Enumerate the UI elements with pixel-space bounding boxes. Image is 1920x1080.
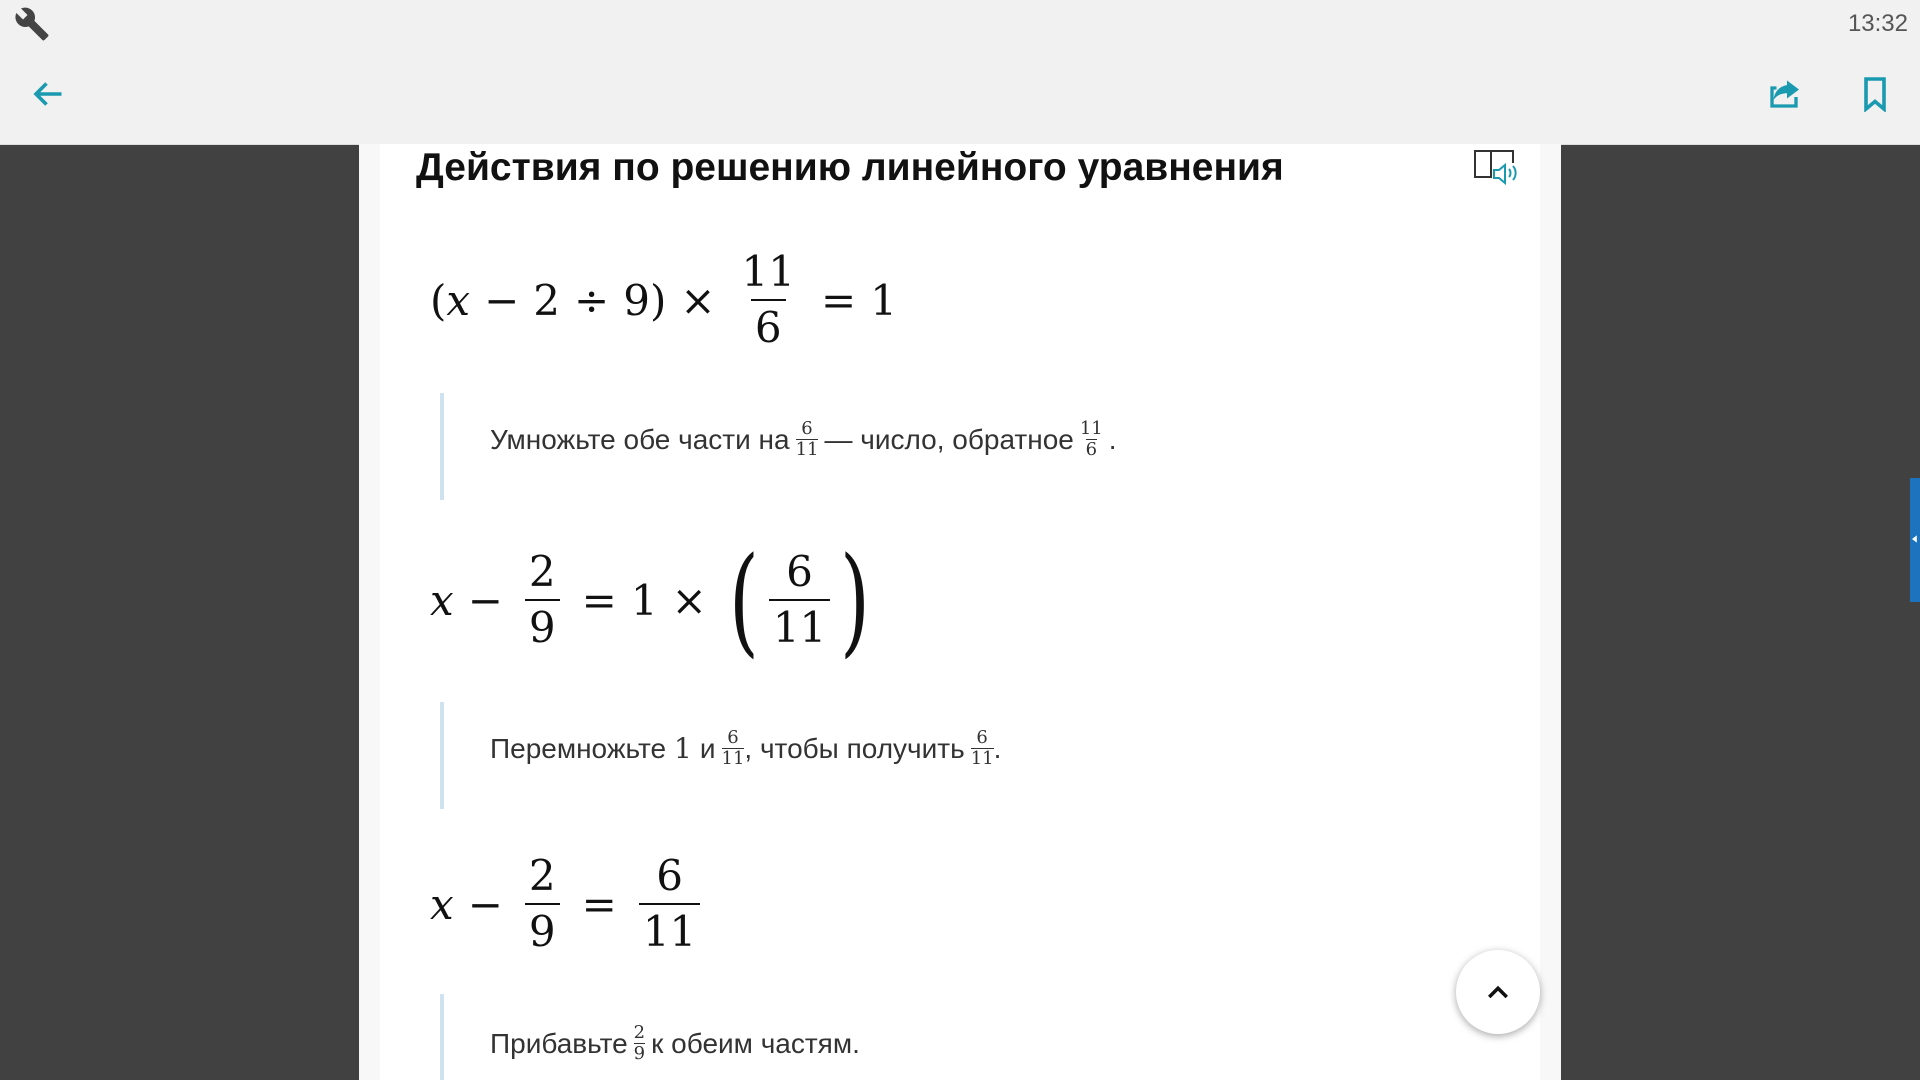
step1-f1-num: 6 [801,418,813,439]
step3-text-b: к обеим частям. [651,1027,860,1059]
eq3-f2-den: 11 [639,903,700,954]
eq1-minus: − [484,275,520,325]
eq1-frac-num: 11 [741,246,795,296]
step-1-note [440,393,1244,500]
eq3-var-x: x [430,879,454,929]
eq1-two: 2 [533,275,561,325]
eq3-minus: − [467,879,503,929]
eq1-rhs: 1 [870,275,897,325]
eq2-fraction-2 [769,546,830,652]
status-bar [0,0,1920,46]
eq3-fraction-1 [525,850,560,956]
equation-2 [430,531,878,669]
eq2-f2-den: 11 [769,599,830,650]
step2-fraction-2 [971,729,994,769]
step2-text-d: . [993,732,1002,764]
chevron-up-icon [1483,977,1513,1007]
read-aloud-icon[interactable] [1472,148,1518,188]
step3-text-a: Прибавьте [490,1027,628,1059]
eq2-f1-num: 2 [528,546,556,596]
arrow-left-icon[interactable] [28,76,68,112]
eq1-nine: 9 [623,275,650,325]
share-icon[interactable] [1766,76,1802,112]
step2-fraction-1 [722,729,745,769]
step1-fraction-1 [796,420,819,460]
step2-text-b: и [699,732,716,764]
eq1-fraction [738,246,799,352]
step-3-text [490,1024,860,1064]
eq2-one: 1 [630,575,658,625]
eq1-frac-den: 6 [751,299,786,350]
eq3-f1-den: 9 [525,903,560,954]
eq3-f1-num: 2 [528,850,556,900]
eq2-f2-num: 6 [786,546,813,596]
step2-f1-num: 6 [727,727,739,748]
caret-left-icon [1912,534,1918,544]
eq2-fraction-1 [525,546,560,652]
equation-1 [430,244,897,356]
side-panel-tab[interactable] [1910,478,1920,602]
step2-f1-den: 11 [721,747,745,769]
step1-text-b: — число, обратное [824,423,1074,455]
bookmark-icon[interactable] [1862,76,1888,112]
eq2-minus: − [467,575,503,625]
eq3-f2-num: 6 [656,850,683,900]
eq1-rparen: ) [649,275,667,325]
eq1-var-x: x [446,275,471,325]
step-2-note [440,702,1244,809]
step1-f2-den: 6 [1085,438,1098,460]
step3-fraction-1 [634,1024,645,1064]
eq3-equals: = [581,879,617,929]
step1-fraction-2 [1080,420,1103,460]
equation-3 [430,848,708,960]
wrench-icon [14,6,50,42]
eq2-var-x: x [430,575,454,625]
step-1-text [490,420,1117,460]
eq2-f1-den: 9 [525,599,560,650]
step3-f1-num: 2 [633,1022,646,1043]
step1-f1-den: 11 [795,438,819,460]
step1-text-c: . [1108,423,1117,455]
status-time: 13:32 [1847,10,1908,37]
page-title: Действия по решению линейного уравнения [416,146,1284,189]
eq1-equals: = [821,275,857,325]
step2-f2-num: 6 [976,727,988,748]
eq3-fraction-2 [639,850,700,956]
eq2-big-rparen: ) [840,531,871,669]
step2-text-c: , чтобы получить [744,732,965,764]
step-3-note [440,994,1244,1080]
step3-f1-den: 9 [633,1042,646,1064]
eq1-lparen: ( [430,275,447,325]
eq2-equals: = [581,575,617,625]
eq1-times: × [680,275,716,325]
eq1-divide: ÷ [574,275,610,325]
step-2-text [490,729,1001,769]
step2-text-a: Перемножьте [490,732,667,764]
step1-text-a: Умножьте обе части на [490,423,790,455]
step1-f2-num: 11 [1079,418,1103,439]
scroll-to-top-button[interactable] [1456,950,1540,1034]
eq2-times: × [671,575,707,625]
eq2-big-lparen: ( [728,531,759,669]
app-bar [0,46,1920,145]
step2-f2-den: 11 [970,747,994,769]
step2-num-1: 1 [674,732,692,766]
